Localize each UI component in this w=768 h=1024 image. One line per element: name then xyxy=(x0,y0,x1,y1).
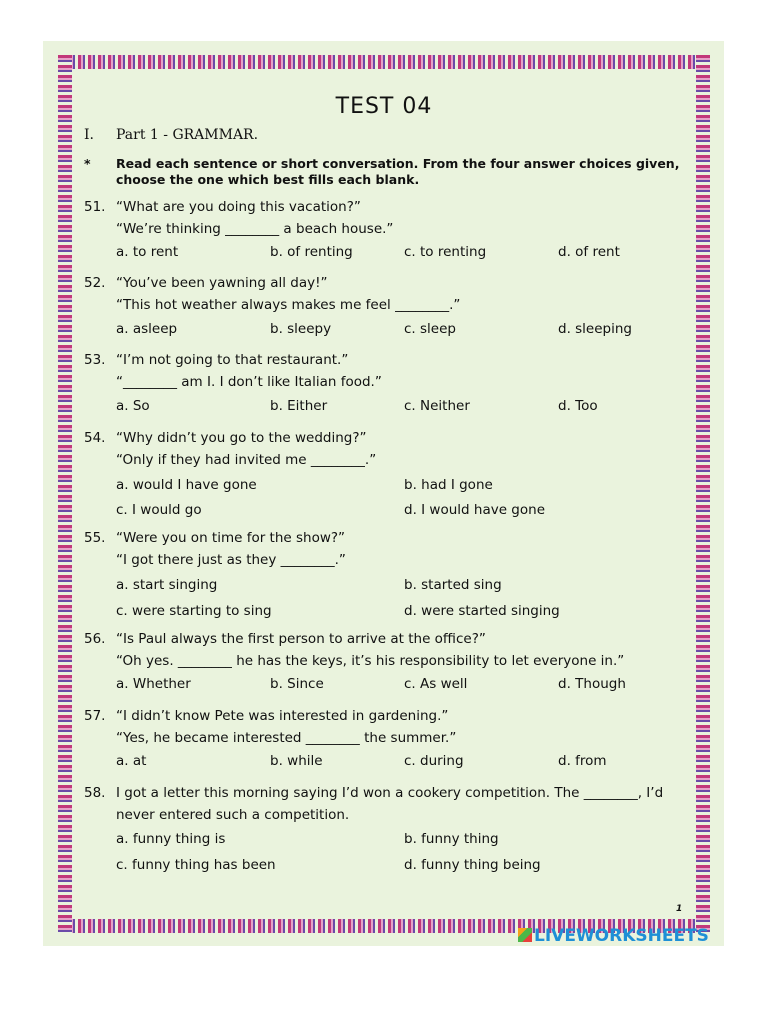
option-a[interactable]: a. to rent xyxy=(116,244,179,260)
option-d[interactable]: d. of rent xyxy=(558,244,620,260)
question-line: “We’re thinking ________ a beach house.” xyxy=(116,221,394,237)
section-label: Part 1 - GRAMMAR. xyxy=(116,127,259,143)
option-a[interactable]: a. Whether xyxy=(116,676,191,692)
question-number: 54. xyxy=(84,430,106,446)
question-number: 52. xyxy=(84,275,106,291)
option-b[interactable]: b. while xyxy=(270,753,323,769)
option-a[interactable]: a. asleep xyxy=(116,321,178,337)
option-c[interactable]: c. during xyxy=(404,753,464,769)
instruction-text: Read each sentence or short conversation. From the four answer choices given, choose the one which best fills each blank. xyxy=(116,156,680,187)
question-number: 55. xyxy=(84,530,106,546)
section-number: I. xyxy=(84,127,94,143)
option-d[interactable]: d. from xyxy=(558,753,607,769)
option-c[interactable]: c. funny thing has been xyxy=(116,857,276,873)
question-line: “Oh yes. ________ he has the keys, it’s his responsibility to let everyone in.” xyxy=(116,653,625,669)
question-line: I got a letter this morning saying I’d won a cookery competition. The ________, I’d xyxy=(116,785,664,801)
option-c[interactable]: c. to renting xyxy=(404,244,487,260)
option-a[interactable]: a. start singing xyxy=(116,577,218,593)
test-title: TEST 04 xyxy=(335,94,433,119)
decorative-border-left xyxy=(58,55,72,933)
question-line: “I’m not going to that restaurant.” xyxy=(116,352,349,368)
question-line: never entered such a competition. xyxy=(116,807,350,823)
question-line: “Yes, he became interested ________ the summer.” xyxy=(116,730,457,746)
question-line: “I got there just as they ________.” xyxy=(116,552,346,568)
question-line: “Were you on time for the show?” xyxy=(116,530,346,546)
option-b[interactable]: b. of renting xyxy=(270,244,353,260)
option-b[interactable]: b. had I gone xyxy=(404,477,493,493)
question-line: “This hot weather always makes me feel ________.” xyxy=(116,297,461,313)
option-a[interactable]: a. at xyxy=(116,753,147,769)
option-d[interactable]: d. Though xyxy=(558,676,626,692)
option-c[interactable]: c. were starting to sing xyxy=(116,603,272,619)
question-number: 58. xyxy=(84,785,106,801)
option-b[interactable]: b. sleepy xyxy=(270,321,332,337)
option-a[interactable]: a. So xyxy=(116,398,150,414)
option-d[interactable]: d. sleeping xyxy=(558,321,632,337)
question-line: “What are you doing this vacation?” xyxy=(116,199,361,215)
option-c[interactable]: c. As well xyxy=(404,676,468,692)
liveworksheets-logo-icon xyxy=(518,928,532,942)
logo-text: LIVEWORKSHEETS xyxy=(534,926,709,946)
decorative-border-top xyxy=(58,55,710,69)
liveworksheets-logo[interactable] xyxy=(518,926,709,946)
decorative-border-right xyxy=(696,55,710,933)
option-d[interactable]: d. I would have gone xyxy=(404,502,545,518)
option-b[interactable]: b. Either xyxy=(270,398,328,414)
question-line: “I didn’t know Pete was interested in gardening.” xyxy=(116,708,449,724)
option-d[interactable]: d. were started singing xyxy=(404,603,560,619)
option-a[interactable]: a. would I have gone xyxy=(116,477,257,493)
question-number: 57. xyxy=(84,708,106,724)
option-c[interactable]: c. sleep xyxy=(404,321,456,337)
instruction-marker: * xyxy=(84,156,91,171)
option-c[interactable]: c. I would go xyxy=(116,502,202,518)
option-d[interactable]: d. Too xyxy=(558,398,598,414)
option-b[interactable]: b. started sing xyxy=(404,577,502,593)
question-number: 56. xyxy=(84,631,106,647)
option-d[interactable]: d. funny thing being xyxy=(404,857,541,873)
question-line: “You’ve been yawning all day!” xyxy=(116,275,328,291)
page-number: 1 xyxy=(676,904,683,914)
option-c[interactable]: c. Neither xyxy=(404,398,470,414)
question-number: 53. xyxy=(84,352,106,368)
option-b[interactable]: b. funny thing xyxy=(404,831,499,847)
question-line: “Only if they had invited me ________.” xyxy=(116,452,377,468)
option-b[interactable]: b. Since xyxy=(270,676,324,692)
section-heading xyxy=(84,127,258,143)
question-line: “Why didn’t you go to the wedding?” xyxy=(116,430,367,446)
question-line: “Is Paul always the first person to arrive at the office?” xyxy=(116,631,486,647)
question-number: 51. xyxy=(84,199,106,215)
option-a[interactable]: a. funny thing is xyxy=(116,831,226,847)
question-line: “________ am I. I don’t like Italian food.” xyxy=(116,374,382,390)
